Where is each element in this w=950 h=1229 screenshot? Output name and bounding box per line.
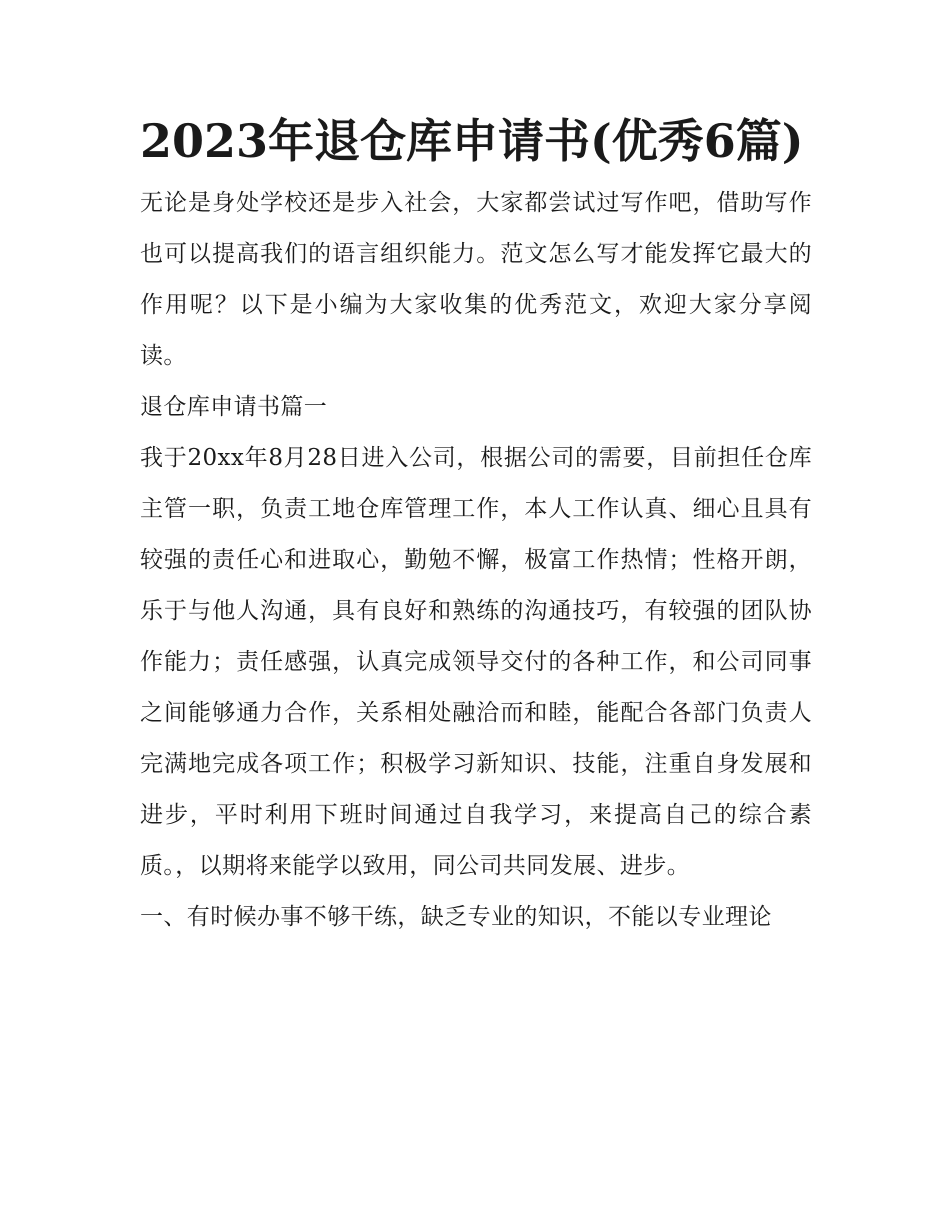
body-paragraph: 我于20xx年8月28日进入公司，根据公司的需要，目前担任仓库主管一职，负责工地仓库管理工作，本人工作认真、细心且具有较强的责任心和进取心，勤勉不懈，极富工作热情；性格开朗，乐于与他人沟通，具有良好和熟练的沟通技巧，有较强的团队协作能力；责任感强，认真完成领导交付的各种工作，和公司同事之间能够通力合作，关系相处融洽而和睦，能配合各部门负责人完满地完成各项工作；积极学习新知识、技能，注重自身发展和进步，平时利用下班时间通过自我学习，来提高自己的综合素质。，以期将来能学以致用，同公司共同发展、进步。: [140, 445, 812, 879]
intro-paragraph: 无论是身处学校还是步入社会，大家都尝试过写作吧，借助写作也可以提高我们的语言组织能力。范文怎么写才能发挥它最大的作用呢？以下是小编为大家收集的优秀范文，欢迎大家分享阅读。: [140, 190, 812, 369]
document-content: [140, 112, 812, 943]
list-item-1: 一、有时候办事不够干练，缺乏专业的知识，不能以专业理论: [140, 904, 772, 930]
section-heading: 退仓库申请书篇一: [140, 394, 328, 420]
document-title: 2023年退仓库申请书(优秀6篇): [140, 114, 804, 168]
